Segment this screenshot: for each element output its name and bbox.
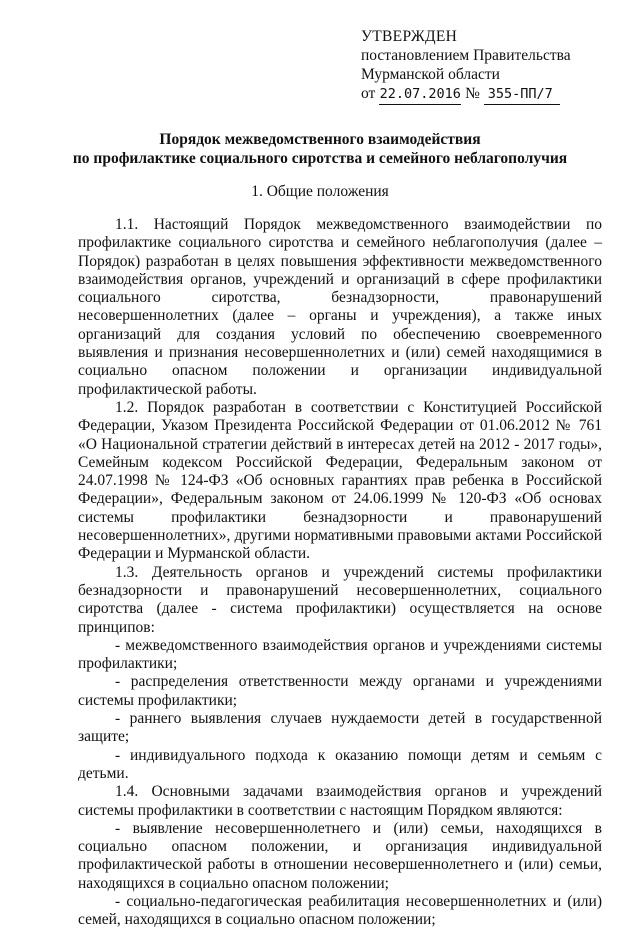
paragraph-1-2: 1.2. Порядок разработан в соответствии с Конституцией Российской Федерации, Указом Президента Российской Федерации от 01.06.2012 № 761 «О Национальной стратегии действий в интересах детей на 2012 - 2017 годы», Семейным кодексом Российской Федерации, Федеральным законом от 24.07.1998 № 124-ФЗ «Об основных гарантиях прав ребенка в Российской Федерации», Федеральным законом от 24.06.1999 № 120-ФЗ «Об основах системы профилактики безнадзорности и правонарушений несовершеннолетних», другими нормативными правовыми актами Российской Федерации и Мурманской области. [78, 398, 602, 563]
approval-date: 22.07.2016 [379, 85, 461, 105]
approval-date-line [361, 84, 631, 105]
approval-stamp [361, 27, 631, 105]
principle-item: - индивидуального подхода к оказанию помощи детям и семьям с детьми. [78, 746, 602, 782]
approval-heading: УТВЕРЖДЕН [361, 28, 458, 45]
document-body [78, 216, 602, 930]
document-title [60, 130, 580, 168]
paragraph-1-3: 1.3. Деятельность органов и учреждений системы профилактики безнадзорности и правонарушений несовершеннолетних, социального сиротства (далее - система профилактики) осуществляется на основе принципов: [78, 563, 602, 636]
principle-item: - распределения ответственности между органами и учреждениями системы профилактики; [78, 673, 602, 709]
from-label: от [361, 85, 376, 102]
principle-item: - раннего выявления случаев нуждаемости детей в государственной защите; [78, 710, 602, 746]
approval-line-2: Мурманской области [361, 66, 500, 83]
task-item: - социально-педагогическая реабилитация несовершеннолетних и (или) семей, находящихся в социально опасном положении; [78, 892, 602, 929]
task-item: - выявление несовершеннолетнего и (или) семьи, находящихся в социально опасном положении, и организация индивидуальной профилактической работы в отношении несовершеннолетнего и (или) семьи, находящихся в социально опасном положении; [78, 819, 602, 892]
approval-line-1: постановлением Правительства [361, 47, 571, 64]
approval-number: 355-ПП/7 [484, 85, 560, 105]
paragraph-1-1: 1.1. Настоящий Порядок межведомственного взаимодействии по профилактике социального сиротства и семейного неблагополучия (далее – Порядок) разработан в целях повышения эффективности межведомственного взаимодействия органов, учреждений и организаций в сфере профилактики социального сиротства, безнадзорности, правонарушений несовершеннолетних (далее – органы и учреждения), а также иных организаций для создания условий по обеспечению своевременного выявления и признания несовершеннолетних и (или) семей находящимися в социально опасном положении и организации индивидуальной профилактической работы. [78, 216, 602, 398]
section-heading: 1. Общие положения [251, 183, 389, 200]
number-label: № [465, 85, 480, 102]
paragraph-1-4: 1.4. Основными задачами взаимодействия органов и учреждений системы профилактики в соответствии с настоящим Порядком являются: [78, 783, 602, 819]
title-line-2: по профилактике социального сиротства и семейного неблагополучия [72, 150, 568, 167]
title-line-1: Порядок межведомственного взаимодействия [159, 131, 481, 148]
principle-item: - межведомственного взаимодействия органов и учреждениями системы профилактики; [78, 636, 602, 673]
